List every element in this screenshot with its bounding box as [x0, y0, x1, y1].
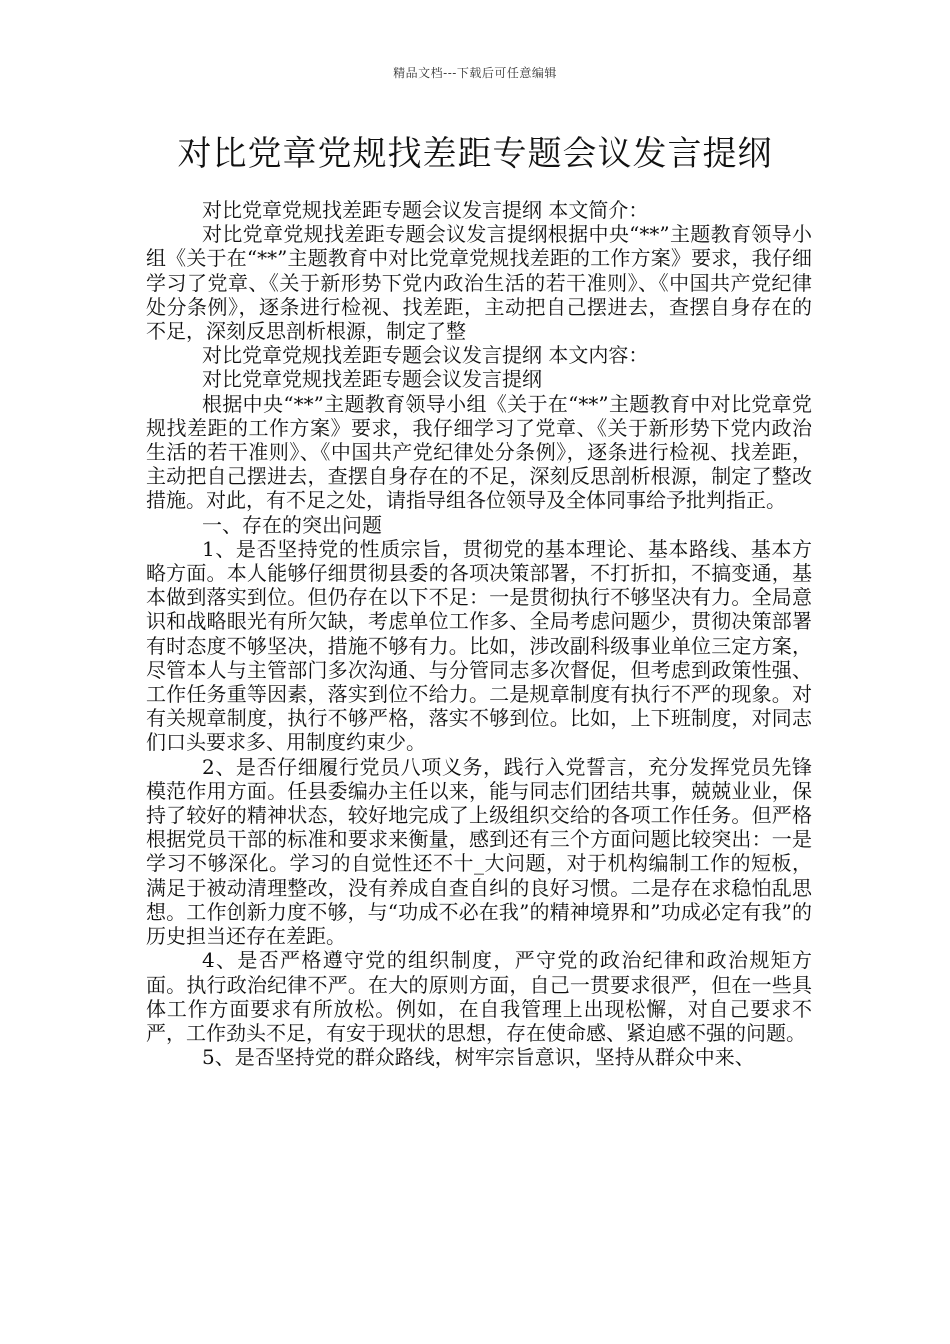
paragraph-preface: 根据中央“**”主题教育领导小组《关于在“**”主题教育中对比党章党规找差距的工作方案》要求，我仔细学习了党章、《关于新形势下党内政治生活的若干准则》、《中国共产党纪律处分条例》，逐条进行检视、找差距，主动把自己摆进去，查摆自身存在的不足，深刻反思剖析根源，制定了整改措施。对此，有不足之处，请指导组各位领导及全体同事给予批判指正。	[146, 391, 812, 513]
paragraph-subtitle: 对比党章党规找差距专题会议发言提纲	[202, 367, 542, 392]
paragraph-content-label: 对比党章党规找差距专题会议发言提纲 本文内容：	[202, 343, 649, 368]
paragraph-item-1: 1、是否坚持党的性质宗旨，贯彻党的基本理论、基本路线、基本方略方面。本人能够仔细贯彻县委的各项决策部署，不打折扣，不搞变通，基本做到落实到位。但仍存在以下不足：一是贯彻执行不够坚决有力。全局意识和战略眼光有所欠缺，考虑单位工作多、全局考虑问题少，贯彻决策部署有时态度不够坚决，措施不够有力。比如，涉改副科级事业单位三定方案，尽管本人与主管部门多次沟通、与分管同志多次督促，但考虑到政策性强、工作任务重等因素，落实到位不给力。二是规章制度有执行不严的现象。对有关规章制度，执行不够严格，落实不够到位。比如，上下班制度，对同志们口头要求多、用制度约束少。	[146, 536, 812, 755]
section-heading: 一、存在的突出问题	[202, 512, 382, 537]
header-note: 精品文档---下载后可任意编辑	[393, 66, 557, 80]
document-title: 对比党章党规找差距专题会议发言提纲	[177, 134, 773, 174]
paragraph-item-4: 4、是否严格遵守党的组织制度，严守党的政治纪律和政治规矩方面。执行政治纪律不严。在大的原则方面，自己一贯要求很严，但在一些具体工作方面要求有所放松。例如，在自我管理上出现松懈，对自己要求不严，工作劲头不足，有安于现状的思想，存在使命感、紧迫感不强的问题。	[146, 948, 812, 1045]
paragraph-item-5: 5、是否坚持党的群众路线，树牢宗旨意识，坚持从群众中来、	[202, 1045, 755, 1070]
paragraph-item-2: 2、是否仔细履行党员八项义务，践行入党誓言，充分发挥党员先锋模范作用方面。任县委编办主任以来，能与同志们团结共事，兢兢业业，保持了较好的精神状态，较好地完成了上级组织交给的各项工作任务。但严格根据党员干部的标准和要求来衡量，感到还有三个方面问题比较突出：一是学习不够深化。学习的自觉性还不十_大问题，对于机构编制工作的短板，满足于被动清理整改，没有养成自查自纠的良好习惯。二是存在求稳怕乱思想。工作创新力度不够，与“功成不必在我”的精神境界和”功成必定有我”的历史担当还存在差距。	[146, 754, 812, 949]
paragraph-intro: 对比党章党规找差距专题会议发言提纲根据中央“**”主题教育领导小组《关于在“**”主题教育中对比党章党规找差距的工作方案》要求，我仔细学习了党章、《关于新形势下党内政治生活的若干准则》、《中国共产党纪律处分条例》，逐条进行检视、找差距，主动把自己摆进去，查摆自身存在的不足，深刻反思剖析根源，制定了整	[146, 222, 812, 344]
document-body	[146, 198, 812, 1069]
paragraph-intro-label: 对比党章党规找差距专题会议发言提纲 本文简介：	[202, 198, 649, 222]
